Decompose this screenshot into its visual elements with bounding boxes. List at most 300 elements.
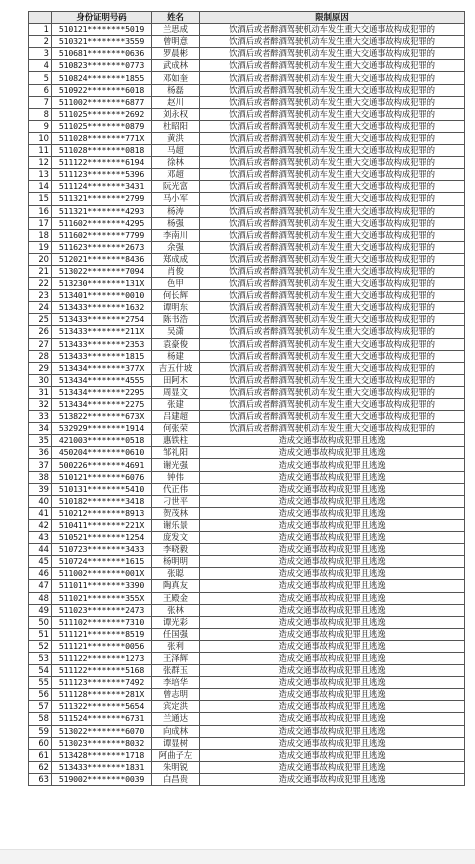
table-row — [29, 519, 465, 531]
row-index: 40 — [29, 495, 52, 507]
table-row — [29, 773, 465, 785]
name-cell: 杨明明 — [152, 556, 200, 568]
name-cell: 向成林 — [152, 725, 200, 737]
name-cell: 张利 — [152, 640, 200, 652]
restriction-reason-cell: 造成交通事故构成犯罪且逃逸 — [200, 568, 465, 580]
restriction-reason-cell: 饮酒后或者醉酒驾驶机动车发生重大交通事故构成犯罪的 — [200, 278, 465, 290]
restriction-reason-cell: 饮酒后或者醉酒驾驶机动车发生重大交通事故构成犯罪的 — [200, 84, 465, 96]
id-number-cell: 532929********1914 — [52, 423, 152, 435]
row-index: 53 — [29, 652, 52, 664]
row-index: 8 — [29, 108, 52, 120]
name-cell: 罗晨彬 — [152, 48, 200, 60]
id-number-cell: 510681********0636 — [52, 48, 152, 60]
table-row — [29, 253, 465, 265]
restriction-reason-cell: 饮酒后或者醉酒驾驶机动车发生重大交通事故构成犯罪的 — [200, 96, 465, 108]
id-number-cell: 510521********1254 — [52, 532, 152, 544]
restriction-reason-cell: 饮酒后或者醉酒驾驶机动车发生重大交通事故构成犯罪的 — [200, 423, 465, 435]
table-row — [29, 556, 465, 568]
restriction-reason-cell: 饮酒后或者醉酒驾驶机动车发生重大交通事故构成犯罪的 — [200, 157, 465, 169]
row-index: 29 — [29, 362, 52, 374]
restriction-reason-cell: 造成交通事故构成犯罪且逃逸 — [200, 507, 465, 519]
name-cell: 谢光强 — [152, 459, 200, 471]
row-index: 13 — [29, 169, 52, 181]
table-row — [29, 290, 465, 302]
header-index — [29, 12, 52, 24]
id-number-cell: 511122********5168 — [52, 665, 152, 677]
row-index: 6 — [29, 84, 52, 96]
restriction-reason-cell: 饮酒后或者醉酒驾驶机动车发生重大交通事故构成犯罪的 — [200, 374, 465, 386]
restriction-reason-cell: 饮酒后或者醉酒驾驶机动车发生重大交通事故构成犯罪的 — [200, 24, 465, 36]
table-row — [29, 265, 465, 277]
restriction-list-table — [28, 11, 465, 786]
restriction-reason-cell: 造成交通事故构成犯罪且逃逸 — [200, 665, 465, 677]
name-cell: 邓超 — [152, 169, 200, 181]
id-number-cell: 513433********1815 — [52, 350, 152, 362]
restriction-reason-cell: 饮酒后或者醉酒驾驶机动车发生重大交通事故构成犯罪的 — [200, 290, 465, 302]
row-index: 24 — [29, 302, 52, 314]
row-index: 12 — [29, 157, 52, 169]
row-index: 60 — [29, 737, 52, 749]
id-number-cell: 511002********001X — [52, 568, 152, 580]
id-number-cell: 510131********5410 — [52, 483, 152, 495]
name-cell: 谭光彩 — [152, 616, 200, 628]
table-row — [29, 761, 465, 773]
name-cell: 张群玉 — [152, 665, 200, 677]
restriction-reason-cell: 造成交通事故构成犯罪且逃逸 — [200, 640, 465, 652]
table-body — [29, 24, 465, 786]
row-index: 55 — [29, 677, 52, 689]
id-number-cell: 511002********6877 — [52, 96, 152, 108]
id-number-cell: 513434********2295 — [52, 386, 152, 398]
id-number-cell: 513434********377X — [52, 362, 152, 374]
name-cell: 张聪 — [152, 568, 200, 580]
restriction-reason-cell: 饮酒后或者醉酒驾驶机动车发生重大交通事故构成犯罪的 — [200, 229, 465, 241]
table-row — [29, 447, 465, 459]
row-index: 23 — [29, 290, 52, 302]
name-cell: 张林 — [152, 604, 200, 616]
name-cell: 张建 — [152, 399, 200, 411]
restriction-reason-cell: 造成交通事故构成犯罪且逃逸 — [200, 689, 465, 701]
restriction-reason-cell: 饮酒后或者醉酒驾驶机动车发生重大交通事故构成犯罪的 — [200, 314, 465, 326]
name-cell: 田阿木 — [152, 374, 200, 386]
restriction-reason-cell: 饮酒后或者醉酒驾驶机动车发生重大交通事故构成犯罪的 — [200, 241, 465, 253]
id-number-cell: 511322********5654 — [52, 701, 152, 713]
table-row — [29, 36, 465, 48]
table-row — [29, 689, 465, 701]
id-number-cell: 500226********4691 — [52, 459, 152, 471]
table-row — [29, 132, 465, 144]
restriction-reason-cell: 造成交通事故构成犯罪且逃逸 — [200, 580, 465, 592]
row-index: 57 — [29, 701, 52, 713]
id-number-cell: 511602********4295 — [52, 217, 152, 229]
id-number-cell: 510121********5019 — [52, 24, 152, 36]
table-row — [29, 84, 465, 96]
row-index: 56 — [29, 689, 52, 701]
restriction-reason-cell: 造成交通事故构成犯罪且逃逸 — [200, 749, 465, 761]
id-number-cell: 511121********8519 — [52, 628, 152, 640]
id-number-cell: 513230********131X — [52, 278, 152, 290]
restriction-reason-cell: 饮酒后或者醉酒驾驶机动车发生重大交通事故构成犯罪的 — [200, 60, 465, 72]
restriction-reason-cell: 饮酒后或者醉酒驾驶机动车发生重大交通事故构成犯罪的 — [200, 205, 465, 217]
id-number-cell: 510212********8913 — [52, 507, 152, 519]
row-index: 58 — [29, 713, 52, 725]
table-row — [29, 120, 465, 132]
name-cell: 刘永权 — [152, 108, 200, 120]
id-number-cell: 511011********3390 — [52, 580, 152, 592]
table-row — [29, 737, 465, 749]
id-number-cell: 511021********355X — [52, 592, 152, 604]
row-index: 46 — [29, 568, 52, 580]
restriction-reason-cell: 饮酒后或者醉酒驾驶机动车发生重大交通事故构成犯罪的 — [200, 108, 465, 120]
id-number-cell: 510121********6076 — [52, 471, 152, 483]
row-index: 32 — [29, 399, 52, 411]
table-row — [29, 241, 465, 253]
id-number-cell: 513428********1718 — [52, 749, 152, 761]
row-index: 22 — [29, 278, 52, 290]
table-row — [29, 725, 465, 737]
table-row — [29, 157, 465, 169]
restriction-reason-cell: 饮酒后或者醉酒驾驶机动车发生重大交通事故构成犯罪的 — [200, 48, 465, 60]
name-cell: 王泽辉 — [152, 652, 200, 664]
id-number-cell: 513433********211X — [52, 326, 152, 338]
id-number-cell: 510823********0773 — [52, 60, 152, 72]
row-index: 26 — [29, 326, 52, 338]
table-row — [29, 640, 465, 652]
id-number-cell: 513433********1632 — [52, 302, 152, 314]
table-row — [29, 48, 465, 60]
row-index: 9 — [29, 120, 52, 132]
restriction-reason-cell: 饮酒后或者醉酒驾驶机动车发生重大交通事故构成犯罪的 — [200, 181, 465, 193]
id-number-cell: 511623********2673 — [52, 241, 152, 253]
id-number-cell: 511025********0879 — [52, 120, 152, 132]
id-number-cell: 510723********3433 — [52, 544, 152, 556]
id-number-cell: 421003********0518 — [52, 435, 152, 447]
restriction-reason-cell: 造成交通事故构成犯罪且逃逸 — [200, 604, 465, 616]
id-number-cell: 511128********281X — [52, 689, 152, 701]
table-row — [29, 314, 465, 326]
row-index: 63 — [29, 773, 52, 785]
table-row — [29, 495, 465, 507]
restriction-reason-cell: 造成交通事故构成犯罪且逃逸 — [200, 628, 465, 640]
table-row — [29, 399, 465, 411]
id-number-cell: 450204********0610 — [52, 447, 152, 459]
id-number-cell: 511028********0818 — [52, 145, 152, 157]
table-row — [29, 411, 465, 423]
name-cell: 谭显树 — [152, 737, 200, 749]
row-index: 7 — [29, 96, 52, 108]
name-cell: 杨磊 — [152, 84, 200, 96]
name-cell: 吉五什坡 — [152, 362, 200, 374]
table-row — [29, 544, 465, 556]
id-number-cell: 511123********5396 — [52, 169, 152, 181]
restriction-reason-cell: 造成交通事故构成犯罪且逃逸 — [200, 592, 465, 604]
row-index: 51 — [29, 628, 52, 640]
restriction-reason-cell: 造成交通事故构成犯罪且逃逸 — [200, 544, 465, 556]
name-cell: 阿曲子左 — [152, 749, 200, 761]
name-cell: 白昌贵 — [152, 773, 200, 785]
restriction-reason-cell: 饮酒后或者醉酒驾驶机动车发生重大交通事故构成犯罪的 — [200, 193, 465, 205]
name-cell: 色甲 — [152, 278, 200, 290]
row-index: 25 — [29, 314, 52, 326]
name-cell: 邓如奎 — [152, 72, 200, 84]
table-row — [29, 60, 465, 72]
header-row — [29, 12, 465, 24]
restriction-reason-cell: 造成交通事故构成犯罪且逃逸 — [200, 532, 465, 544]
id-number-cell: 513022********6070 — [52, 725, 152, 737]
id-number-cell: 513434********4555 — [52, 374, 152, 386]
id-number-cell: 513023********8032 — [52, 737, 152, 749]
table-row — [29, 423, 465, 435]
table-row — [29, 665, 465, 677]
row-index: 4 — [29, 60, 52, 72]
name-cell: 曾明意 — [152, 36, 200, 48]
name-cell: 李南川 — [152, 229, 200, 241]
restriction-reason-cell: 饮酒后或者醉酒驾驶机动车发生重大交通事故构成犯罪的 — [200, 326, 465, 338]
table-row — [29, 205, 465, 217]
id-number-cell: 510922********6018 — [52, 84, 152, 96]
table-row — [29, 362, 465, 374]
table-row — [29, 24, 465, 36]
name-cell: 武成林 — [152, 60, 200, 72]
name-cell: 朱明锐 — [152, 761, 200, 773]
name-cell: 杨涛 — [152, 205, 200, 217]
id-number-cell: 510824********1855 — [52, 72, 152, 84]
restriction-reason-cell: 饮酒后或者醉酒驾驶机动车发生重大交通事故构成犯罪的 — [200, 362, 465, 374]
name-cell: 阮光富 — [152, 181, 200, 193]
restriction-reason-cell: 饮酒后或者醉酒驾驶机动车发生重大交通事故构成犯罪的 — [200, 411, 465, 423]
name-cell: 袁豪俊 — [152, 338, 200, 350]
table-row — [29, 532, 465, 544]
table-row — [29, 374, 465, 386]
row-index: 20 — [29, 253, 52, 265]
id-number-cell: 510321********3559 — [52, 36, 152, 48]
table-row — [29, 628, 465, 640]
row-index: 41 — [29, 507, 52, 519]
row-index: 15 — [29, 193, 52, 205]
table-row — [29, 459, 465, 471]
table-row — [29, 169, 465, 181]
id-number-cell: 511321********4293 — [52, 205, 152, 217]
table-row — [29, 592, 465, 604]
restriction-reason-cell: 饮酒后或者醉酒驾驶机动车发生重大交通事故构成犯罪的 — [200, 253, 465, 265]
id-number-cell: 512021********8436 — [52, 253, 152, 265]
name-cell: 宾定洪 — [152, 701, 200, 713]
name-cell: 贺茂林 — [152, 507, 200, 519]
row-index: 49 — [29, 604, 52, 616]
name-cell: 杜昭阳 — [152, 120, 200, 132]
restriction-reason-cell: 造成交通事故构成犯罪且逃逸 — [200, 447, 465, 459]
restriction-reason-cell: 饮酒后或者醉酒驾驶机动车发生重大交通事故构成犯罪的 — [200, 217, 465, 229]
row-index: 52 — [29, 640, 52, 652]
restriction-reason-cell: 饮酒后或者醉酒驾驶机动车发生重大交通事故构成犯罪的 — [200, 338, 465, 350]
name-cell: 代正伟 — [152, 483, 200, 495]
name-cell: 肖俊 — [152, 265, 200, 277]
row-index: 45 — [29, 556, 52, 568]
name-cell: 郑成成 — [152, 253, 200, 265]
restriction-reason-cell: 饮酒后或者醉酒驾驶机动车发生重大交通事故构成犯罪的 — [200, 72, 465, 84]
row-index: 18 — [29, 229, 52, 241]
row-index: 1 — [29, 24, 52, 36]
row-index: 16 — [29, 205, 52, 217]
restriction-reason-cell: 造成交通事故构成犯罪且逃逸 — [200, 483, 465, 495]
id-number-cell: 511025********2692 — [52, 108, 152, 120]
name-cell: 王殿金 — [152, 592, 200, 604]
name-cell: 任国强 — [152, 628, 200, 640]
header-restriction-reason: 限制原因 — [200, 12, 465, 24]
restriction-reason-cell: 饮酒后或者醉酒驾驶机动车发生重大交通事故构成犯罪的 — [200, 399, 465, 411]
restriction-reason-cell: 造成交通事故构成犯罪且逃逸 — [200, 519, 465, 531]
table-row — [29, 677, 465, 689]
row-index: 28 — [29, 350, 52, 362]
restriction-reason-cell: 造成交通事故构成犯罪且逃逸 — [200, 495, 465, 507]
header-name: 姓名 — [152, 12, 200, 24]
restriction-reason-cell: 饮酒后或者醉酒驾驶机动车发生重大交通事故构成犯罪的 — [200, 36, 465, 48]
table-row — [29, 749, 465, 761]
table-row — [29, 302, 465, 314]
restriction-reason-cell: 饮酒后或者醉酒驾驶机动车发生重大交通事故构成犯罪的 — [200, 350, 465, 362]
row-index: 31 — [29, 386, 52, 398]
table-row — [29, 568, 465, 580]
row-index: 50 — [29, 616, 52, 628]
name-cell: 余强 — [152, 241, 200, 253]
name-cell: 杨强 — [152, 217, 200, 229]
restriction-reason-cell: 造成交通事故构成犯罪且逃逸 — [200, 713, 465, 725]
row-index: 33 — [29, 411, 52, 423]
table-row — [29, 338, 465, 350]
id-number-cell: 513022********7094 — [52, 265, 152, 277]
row-index: 54 — [29, 665, 52, 677]
id-number-cell: 511124********3431 — [52, 181, 152, 193]
table-row — [29, 181, 465, 193]
row-index: 38 — [29, 471, 52, 483]
restriction-reason-cell: 造成交通事故构成犯罪且逃逸 — [200, 773, 465, 785]
restriction-reason-cell: 造成交通事故构成犯罪且逃逸 — [200, 652, 465, 664]
restriction-reason-cell: 造成交通事故构成犯罪且逃逸 — [200, 725, 465, 737]
id-number-cell: 511028********771X — [52, 132, 152, 144]
row-index: 11 — [29, 145, 52, 157]
id-number-cell: 511602********7799 — [52, 229, 152, 241]
name-cell: 陈书浩 — [152, 314, 200, 326]
table-row — [29, 278, 465, 290]
row-index: 48 — [29, 592, 52, 604]
row-index: 59 — [29, 725, 52, 737]
row-index: 10 — [29, 132, 52, 144]
row-index: 5 — [29, 72, 52, 84]
table-row — [29, 193, 465, 205]
row-index: 19 — [29, 241, 52, 253]
table-row — [29, 145, 465, 157]
table-row — [29, 604, 465, 616]
name-cell: 马小军 — [152, 193, 200, 205]
restriction-reason-cell: 饮酒后或者醉酒驾驶机动车发生重大交通事故构成犯罪的 — [200, 302, 465, 314]
name-cell: 陶真友 — [152, 580, 200, 592]
row-index: 35 — [29, 435, 52, 447]
restriction-reason-cell: 造成交通事故构成犯罪且逃逸 — [200, 701, 465, 713]
table-row — [29, 350, 465, 362]
id-number-cell: 513433********2353 — [52, 338, 152, 350]
bottom-strip — [0, 849, 475, 864]
row-index: 27 — [29, 338, 52, 350]
id-number-cell: 513822********673X — [52, 411, 152, 423]
name-cell: 徐林 — [152, 157, 200, 169]
id-number-cell: 513433********1831 — [52, 761, 152, 773]
restriction-reason-cell: 饮酒后或者醉酒驾驶机动车发生重大交通事故构成犯罪的 — [200, 132, 465, 144]
table-row — [29, 386, 465, 398]
table-row — [29, 435, 465, 447]
table-row — [29, 580, 465, 592]
name-cell: 谢乐景 — [152, 519, 200, 531]
table-row — [29, 616, 465, 628]
restriction-reason-cell: 造成交通事故构成犯罪且逃逸 — [200, 677, 465, 689]
id-number-cell: 513434********2275 — [52, 399, 152, 411]
row-index: 61 — [29, 749, 52, 761]
id-number-cell: 511123********7492 — [52, 677, 152, 689]
name-cell: 兰通达 — [152, 713, 200, 725]
table-row — [29, 471, 465, 483]
table-row — [29, 72, 465, 84]
name-cell: 刁世平 — [152, 495, 200, 507]
name-cell: 邹礼阳 — [152, 447, 200, 459]
restriction-reason-cell: 造成交通事故构成犯罪且逃逸 — [200, 459, 465, 471]
restriction-reason-cell: 造成交通事故构成犯罪且逃逸 — [200, 556, 465, 568]
row-index: 39 — [29, 483, 52, 495]
id-number-cell: 511321********2799 — [52, 193, 152, 205]
name-cell: 惠铁柱 — [152, 435, 200, 447]
row-index: 62 — [29, 761, 52, 773]
id-number-cell: 510182********3418 — [52, 495, 152, 507]
table-row — [29, 507, 465, 519]
row-index: 43 — [29, 532, 52, 544]
table-row — [29, 701, 465, 713]
name-cell: 黄洪 — [152, 132, 200, 144]
id-number-cell: 513433********2754 — [52, 314, 152, 326]
id-number-cell: 519002********0039 — [52, 773, 152, 785]
name-cell: 庞发文 — [152, 532, 200, 544]
name-cell: 兰思成 — [152, 24, 200, 36]
restriction-reason-cell: 造成交通事故构成犯罪且逃逸 — [200, 435, 465, 447]
name-cell: 曾志明 — [152, 689, 200, 701]
name-cell: 谭明东 — [152, 302, 200, 314]
restriction-reason-cell: 饮酒后或者醉酒驾驶机动车发生重大交通事故构成犯罪的 — [200, 169, 465, 181]
name-cell: 赵川 — [152, 96, 200, 108]
name-cell: 吕建超 — [152, 411, 200, 423]
id-number-cell: 511102********7310 — [52, 616, 152, 628]
row-index: 21 — [29, 265, 52, 277]
name-cell: 何张荣 — [152, 423, 200, 435]
name-cell: 马超 — [152, 145, 200, 157]
id-number-cell: 510724********1615 — [52, 556, 152, 568]
id-number-cell: 513401********0010 — [52, 290, 152, 302]
table-row — [29, 96, 465, 108]
name-cell: 周显文 — [152, 386, 200, 398]
name-cell: 吴潇 — [152, 326, 200, 338]
restriction-reason-cell: 造成交通事故构成犯罪且逃逸 — [200, 761, 465, 773]
name-cell: 李培华 — [152, 677, 200, 689]
header-id-number: 身份证明号码 — [52, 12, 152, 24]
id-number-cell: 511524********6731 — [52, 713, 152, 725]
row-index: 37 — [29, 459, 52, 471]
restriction-reason-cell: 饮酒后或者醉酒驾驶机动车发生重大交通事故构成犯罪的 — [200, 265, 465, 277]
row-index: 34 — [29, 423, 52, 435]
id-number-cell: 511122********6194 — [52, 157, 152, 169]
id-number-cell: 511122********1273 — [52, 652, 152, 664]
table-row — [29, 713, 465, 725]
name-cell: 钟伟 — [152, 471, 200, 483]
row-index: 47 — [29, 580, 52, 592]
row-index: 3 — [29, 48, 52, 60]
row-index: 36 — [29, 447, 52, 459]
name-cell: 何长辉 — [152, 290, 200, 302]
